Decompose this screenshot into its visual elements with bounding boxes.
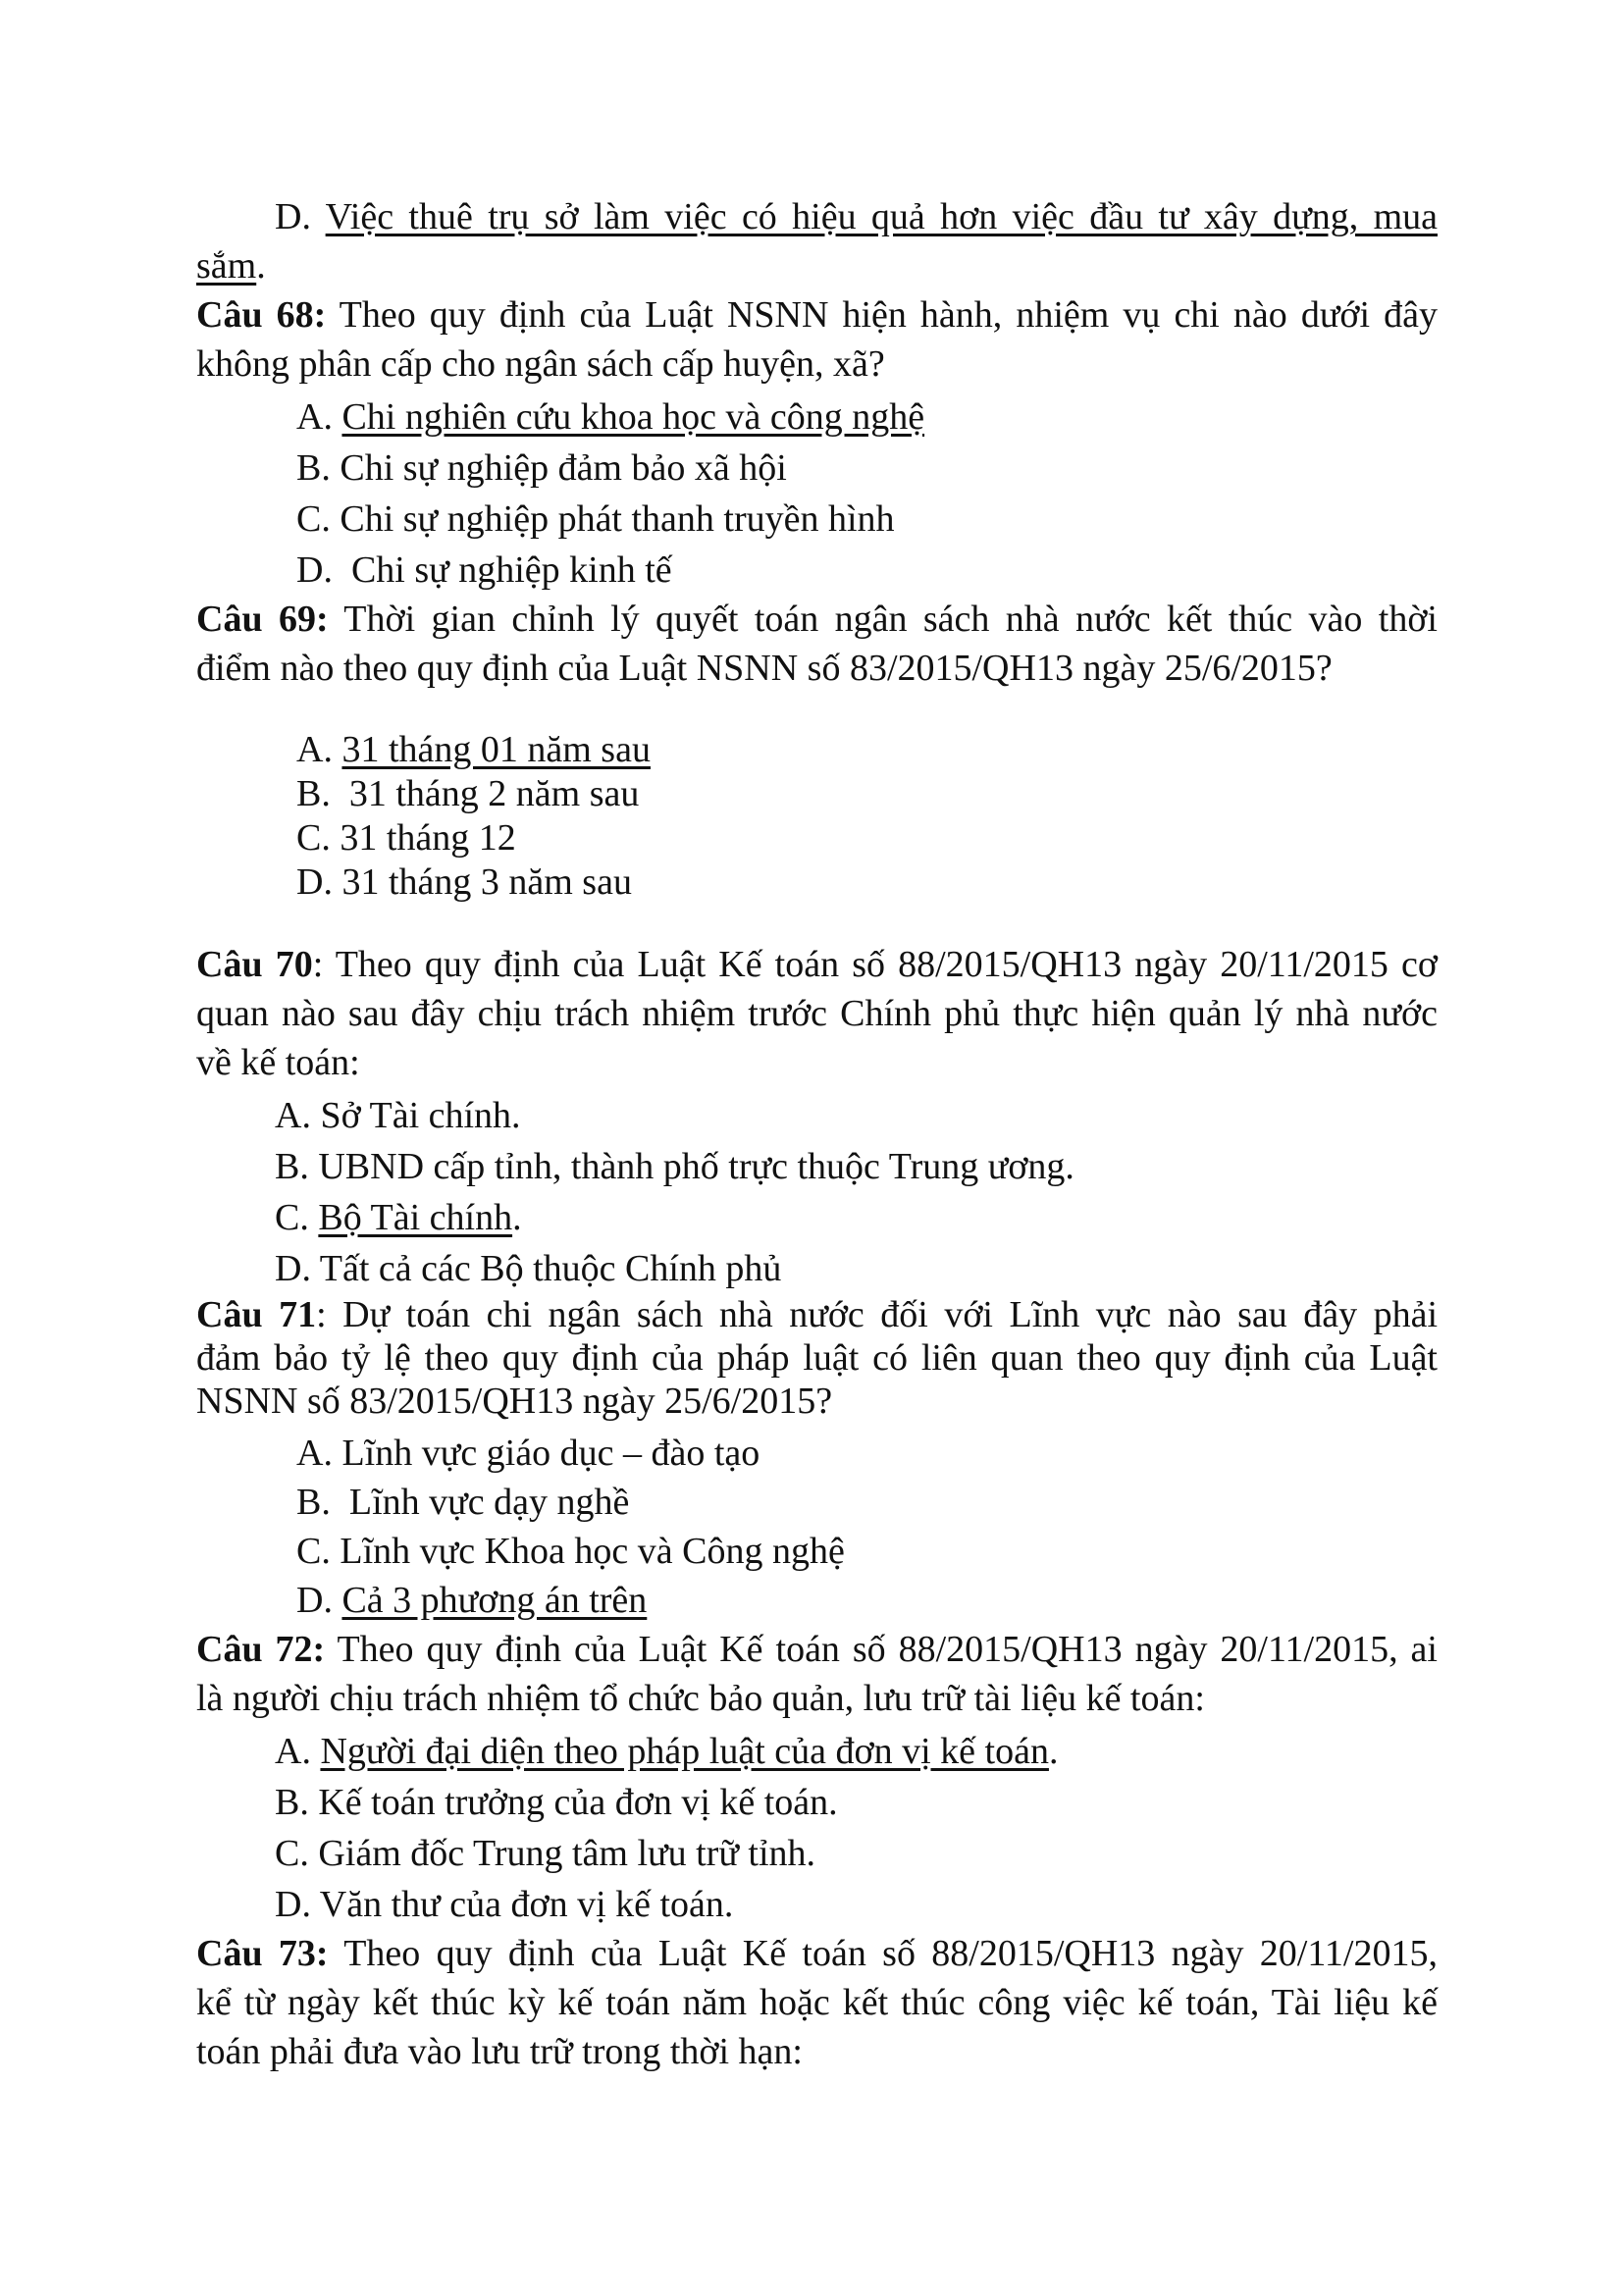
question-stem-line <box>196 940 1438 989</box>
option-letter: C. <box>296 1531 331 1572</box>
question-text: kể từ ngày kết thúc kỳ kế toán năm hoặc kết thúc công việc kế toán, Tài liệu kế <box>196 1982 1438 2023</box>
option-a <box>196 392 1438 442</box>
option-c <box>196 1527 1438 1576</box>
question-text: về kế toán: <box>196 1042 360 1083</box>
option-letter: A. <box>275 1095 311 1136</box>
question-label: Câu 73: <box>196 1933 329 1974</box>
option-d <box>196 1244 1438 1293</box>
option-letter: D. <box>275 1248 311 1289</box>
option-letter: A. <box>296 1433 333 1474</box>
option-text: 31 tháng 12 <box>340 817 516 859</box>
option-text: 31 tháng 2 năm sau <box>340 773 640 814</box>
option-d <box>196 1576 1438 1625</box>
option-text: Tất cả các Bộ thuộc Chính phủ <box>319 1248 782 1289</box>
question-text: : Dự toán chi ngân sách nhà nước đối với Lĩnh vực nào sau đây phải <box>316 1294 1438 1335</box>
option-text: Giám đốc Trung tâm lưu trữ tỉnh. <box>318 1833 816 1874</box>
option-b <box>196 443 1438 493</box>
question-text: NSNN số 83/2015/QH13 ngày 25/6/2015? <box>196 1381 833 1422</box>
option-a <box>196 1429 1438 1478</box>
option-text: Chi sự nghiệp phát thanh truyền hình <box>340 498 895 540</box>
prev-option-d-cont <box>196 241 1438 290</box>
option-letter: D. <box>296 861 333 903</box>
option-b <box>196 1778 1438 1827</box>
prev-option-d <box>196 192 1438 241</box>
question-71 <box>196 1293 1438 1625</box>
option-text: Văn thư của đơn vị kế toán. <box>319 1884 734 1925</box>
option-text: sắm <box>196 245 257 287</box>
option-text: Bộ Tài chính <box>318 1197 513 1238</box>
question-text: điểm nào theo quy định của Luật NSNN số 83/2015/QH13 ngày 25/6/2015? <box>196 648 1333 689</box>
option-c <box>196 1193 1438 1242</box>
question-text: Theo quy định của Luật Kế toán số 88/2015/QH13 ngày 20/11/2015, <box>343 1933 1438 1974</box>
option-text: Chi sự nghiệp đảm bảo xã hội <box>340 447 787 489</box>
question-stem-line <box>196 1380 1438 1423</box>
option-letter: B. <box>296 773 331 814</box>
question-stem-line <box>196 595 1438 644</box>
option-d <box>196 860 1438 905</box>
question-stem-line <box>196 290 1438 339</box>
option-b <box>196 1478 1438 1527</box>
option-letter: A. <box>275 1731 311 1772</box>
option-text: Lĩnh vực giáo dục – đào tạo <box>341 1433 760 1474</box>
question-72 <box>196 1625 1438 1929</box>
document-page <box>196 192 1438 2076</box>
question-label: Câu 72: <box>196 1629 326 1670</box>
question-text: không phân cấp cho ngân sách cấp huyện, xã? <box>196 343 885 385</box>
question-label: Câu 69: <box>196 599 329 640</box>
question-stem-line <box>196 644 1438 693</box>
option-a <box>196 1091 1438 1140</box>
option-d <box>196 546 1438 595</box>
option-c <box>196 1829 1438 1878</box>
option-text: Cả 3 phương án trên <box>341 1580 648 1621</box>
question-stem-line <box>196 2027 1438 2076</box>
question-stem-line <box>196 989 1438 1038</box>
question-stem-line <box>196 1336 1438 1380</box>
question-text: toán phải đưa vào lưu trữ trong thời hạn: <box>196 2031 803 2072</box>
question-label: Câu 68: <box>196 294 327 336</box>
option-letter: C. <box>275 1197 309 1238</box>
option-b <box>196 772 1438 816</box>
option-c <box>196 816 1438 860</box>
option-c <box>196 495 1438 544</box>
question-stem-line <box>196 1038 1438 1087</box>
question-text: : Theo quy định của Luật Kế toán số 88/2015/QH13 ngày 20/11/2015 cơ <box>312 944 1439 985</box>
question-text: Theo quy định của Luật Kế toán số 88/2015/QH13 ngày 20/11/2015, ai <box>337 1629 1438 1670</box>
option-letter: B. <box>296 447 331 489</box>
option-letter: D. <box>275 196 311 237</box>
option-d <box>196 1880 1438 1929</box>
option-letter: D. <box>275 1884 311 1925</box>
question-stem-line <box>196 1293 1438 1336</box>
option-letter: B. <box>296 1482 331 1523</box>
question-text: đảm bảo tỷ lệ theo quy định của pháp luật có liên quan theo quy định của Luật <box>196 1337 1438 1379</box>
option-letter: A. <box>296 396 333 438</box>
question-text: quan nào sau đây chịu trách nhiệm trước Chính phủ thực hiện quản lý nhà nước <box>196 993 1438 1034</box>
option-text: Lĩnh vực dạy nghề <box>340 1482 630 1523</box>
option-text: Chi sự nghiệp kinh tế <box>341 549 672 591</box>
option-letter: C. <box>296 498 331 540</box>
question-73 <box>196 1929 1438 2076</box>
option-text: Người đại diện theo pháp luật của đơn vị kế toán <box>320 1731 1049 1772</box>
question-label: Câu 70 <box>196 944 313 985</box>
question-stem-line <box>196 1978 1438 2027</box>
option-a <box>196 1727 1438 1776</box>
question-text: là người chịu trách nhiệm tổ chức bảo quản, lưu trữ tài liệu kế toán: <box>196 1678 1205 1719</box>
option-letter: D. <box>296 549 333 591</box>
option-text: Chi nghiên cứu khoa học và công nghệ <box>341 396 925 438</box>
question-stem-line <box>196 1674 1438 1723</box>
option-text: Sở Tài chính. <box>320 1095 521 1136</box>
option-letter: D. <box>296 1580 333 1621</box>
option-text: 31 tháng 01 năm sau <box>341 729 651 770</box>
option-text: UBND cấp tỉnh, thành phố trực thuộc Trung ương. <box>318 1146 1074 1187</box>
option-letter: C. <box>296 817 331 859</box>
question-70 <box>196 940 1438 1293</box>
option-letter: B. <box>275 1146 309 1187</box>
question-stem-line <box>196 1929 1438 1978</box>
option-trailing: . <box>256 245 266 287</box>
question-stem-line <box>196 1625 1438 1674</box>
question-68 <box>196 290 1438 595</box>
option-text: Việc thuê trụ sở làm việc có hiệu quả hơn việc đầu tư xây dựng, mua <box>325 196 1438 237</box>
option-text: Lĩnh vực Khoa học và Công nghệ <box>340 1531 845 1572</box>
question-stem-line <box>196 339 1438 389</box>
question-69 <box>196 595 1438 905</box>
option-text: 31 tháng 3 năm sau <box>341 861 632 903</box>
question-label: Câu 71 <box>196 1294 317 1335</box>
option-trailing: . <box>512 1197 522 1238</box>
option-a <box>196 728 1438 772</box>
question-text: Theo quy định của Luật NSNN hiện hành, nhiệm vụ chi nào dưới đây <box>339 294 1439 336</box>
option-text: Kế toán trưởng của đơn vị kế toán. <box>318 1782 838 1823</box>
option-trailing: . <box>1048 1731 1059 1772</box>
option-letter: B. <box>275 1782 309 1823</box>
question-text: Thời gian chỉnh lý quyết toán ngân sách nhà nước kết thúc vào thời <box>343 599 1438 640</box>
option-letter: A. <box>296 729 333 770</box>
option-b <box>196 1142 1438 1191</box>
option-letter: C. <box>275 1833 309 1874</box>
